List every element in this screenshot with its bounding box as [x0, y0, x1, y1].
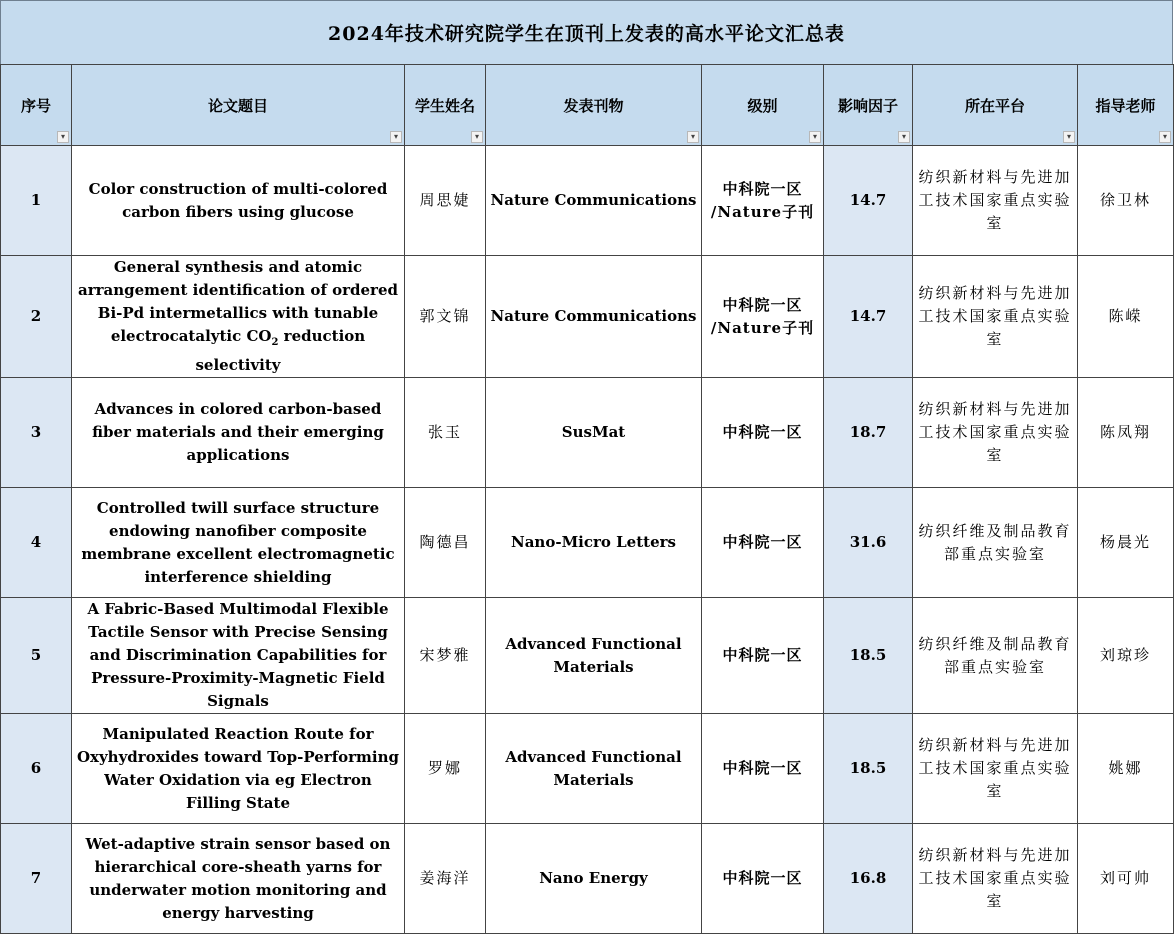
cell-advisor[interactable]: 姚娜: [1078, 714, 1174, 824]
sheet-title: 2024年技术研究院学生在顶刊上发表的高水平论文汇总表: [0, 0, 1173, 65]
cell-journal[interactable]: Nano Energy: [486, 824, 702, 934]
cell-advisor[interactable]: 刘可帅: [1078, 824, 1174, 934]
cell-no[interactable]: 6: [1, 714, 72, 824]
cell-no[interactable]: 3: [1, 378, 72, 488]
cell-no[interactable]: 5: [1, 598, 72, 714]
cell-no[interactable]: 7: [1, 824, 72, 934]
header-impact: 影响因子 ▾: [824, 65, 913, 146]
papers-table: [0, 64, 1174, 934]
cell-level[interactable]: 中科院一区: [702, 824, 824, 934]
cell-impact-factor[interactable]: 14.7: [824, 256, 913, 378]
cell-paper-title[interactable]: Manipulated Reaction Route for Oxyhydroxides toward Top-Performing Water Oxidation via eg Electron Filling State: [72, 714, 405, 824]
cell-student[interactable]: 周思婕: [405, 146, 486, 256]
cell-paper-title[interactable]: General synthesis and atomic arrangement identification of ordered Bi-Pd intermetallics with tunable electrocatalytic $CO_2$ reduction selectivity: [72, 256, 405, 378]
table-row: [1, 598, 1174, 714]
cell-advisor[interactable]: 徐卫林: [1078, 146, 1174, 256]
header-platform: 所在平台 ▾: [913, 65, 1078, 146]
filter-dropdown-icon[interactable]: ▾: [1159, 131, 1171, 143]
filter-dropdown-icon[interactable]: ▾: [471, 131, 483, 143]
cell-paper-title[interactable]: Advances in colored carbon-based fiber materials and their emerging applications: [72, 378, 405, 488]
header-no: 序号 ▾: [1, 65, 72, 146]
cell-impact-factor[interactable]: 18.5: [824, 714, 913, 824]
cell-impact-factor[interactable]: 16.8: [824, 824, 913, 934]
table-row: [1, 146, 1174, 256]
header-journal: 发表刊物 ▾: [486, 65, 702, 146]
filter-dropdown-icon[interactable]: ▾: [687, 131, 699, 143]
table-row: [1, 714, 1174, 824]
filter-dropdown-icon[interactable]: ▾: [390, 131, 402, 143]
table-row: [1, 256, 1174, 378]
cell-platform[interactable]: 纺织纤维及制品教育部重点实验室: [913, 598, 1078, 714]
header-advisor: 指导老师 ▾: [1078, 65, 1174, 146]
cell-platform[interactable]: 纺织新材料与先进加工技术国家重点实验室: [913, 378, 1078, 488]
header-row: [1, 65, 1174, 146]
cell-advisor[interactable]: 刘琼珍: [1078, 598, 1174, 714]
cell-student[interactable]: 宋梦雅: [405, 598, 486, 714]
cell-student[interactable]: 张玉: [405, 378, 486, 488]
cell-no[interactable]: 4: [1, 488, 72, 598]
cell-level[interactable]: 中科院一区: [702, 488, 824, 598]
cell-journal[interactable]: Nature Communications: [486, 256, 702, 378]
cell-level[interactable]: 中科院一区: [702, 378, 824, 488]
table-row: [1, 378, 1174, 488]
cell-paper-title[interactable]: Wet-adaptive strain sensor based on hierarchical core-sheath yarns for underwater motion monitoring and energy harvesting: [72, 824, 405, 934]
cell-impact-factor[interactable]: 31.6: [824, 488, 913, 598]
cell-student[interactable]: 陶德昌: [405, 488, 486, 598]
cell-student[interactable]: 姜海洋: [405, 824, 486, 934]
cell-platform[interactable]: 纺织纤维及制品教育部重点实验室: [913, 488, 1078, 598]
cell-impact-factor[interactable]: 18.5: [824, 598, 913, 714]
cell-advisor[interactable]: 杨晨光: [1078, 488, 1174, 598]
cell-journal[interactable]: Nano-Micro Letters: [486, 488, 702, 598]
header-student: 学生姓名 ▾: [405, 65, 486, 146]
cell-impact-factor[interactable]: 18.7: [824, 378, 913, 488]
cell-no[interactable]: 1: [1, 146, 72, 256]
filter-dropdown-icon[interactable]: ▾: [1063, 131, 1075, 143]
cell-paper-title[interactable]: A Fabric-Based Multimodal Flexible Tactile Sensor with Precise Sensing and Discrimination Capabilities for Pressure-Proximity-Magnetic Field Signals: [72, 598, 405, 714]
cell-advisor[interactable]: 陈凤翔: [1078, 378, 1174, 488]
cell-journal[interactable]: Nature Communications: [486, 146, 702, 256]
header-level: 级别 ▾: [702, 65, 824, 146]
cell-platform[interactable]: 纺织新材料与先进加工技术国家重点实验室: [913, 256, 1078, 378]
filter-dropdown-icon[interactable]: ▾: [898, 131, 910, 143]
cell-level[interactable]: 中科院一区: [702, 714, 824, 824]
cell-paper-title[interactable]: Color construction of multi-colored carbon fibers using glucose: [72, 146, 405, 256]
filter-dropdown-icon[interactable]: ▾: [57, 131, 69, 143]
cell-student[interactable]: 罗娜: [405, 714, 486, 824]
table-row: [1, 488, 1174, 598]
cell-level[interactable]: 中科院一区 /Nature子刊: [702, 256, 824, 378]
cell-impact-factor[interactable]: 14.7: [824, 146, 913, 256]
cell-platform[interactable]: 纺织新材料与先进加工技术国家重点实验室: [913, 824, 1078, 934]
cell-advisor[interactable]: 陈嵘: [1078, 256, 1174, 378]
header-paper: 论文题目 ▾: [72, 65, 405, 146]
cell-platform[interactable]: 纺织新材料与先进加工技术国家重点实验室: [913, 714, 1078, 824]
cell-no[interactable]: 2: [1, 256, 72, 378]
cell-student[interactable]: 郭文锦: [405, 256, 486, 378]
cell-level[interactable]: 中科院一区 /Nature子刊: [702, 146, 824, 256]
cell-platform[interactable]: 纺织新材料与先进加工技术国家重点实验室: [913, 146, 1078, 256]
cell-journal[interactable]: Advanced Functional Materials: [486, 714, 702, 824]
cell-journal[interactable]: SusMat: [486, 378, 702, 488]
cell-paper-title[interactable]: Controlled twill surface structure endowing nanofiber composite membrane excellent electromagnetic interference shielding: [72, 488, 405, 598]
cell-journal[interactable]: Advanced Functional Materials: [486, 598, 702, 714]
filter-dropdown-icon[interactable]: ▾: [809, 131, 821, 143]
table-row: [1, 824, 1174, 934]
cell-level[interactable]: 中科院一区: [702, 598, 824, 714]
